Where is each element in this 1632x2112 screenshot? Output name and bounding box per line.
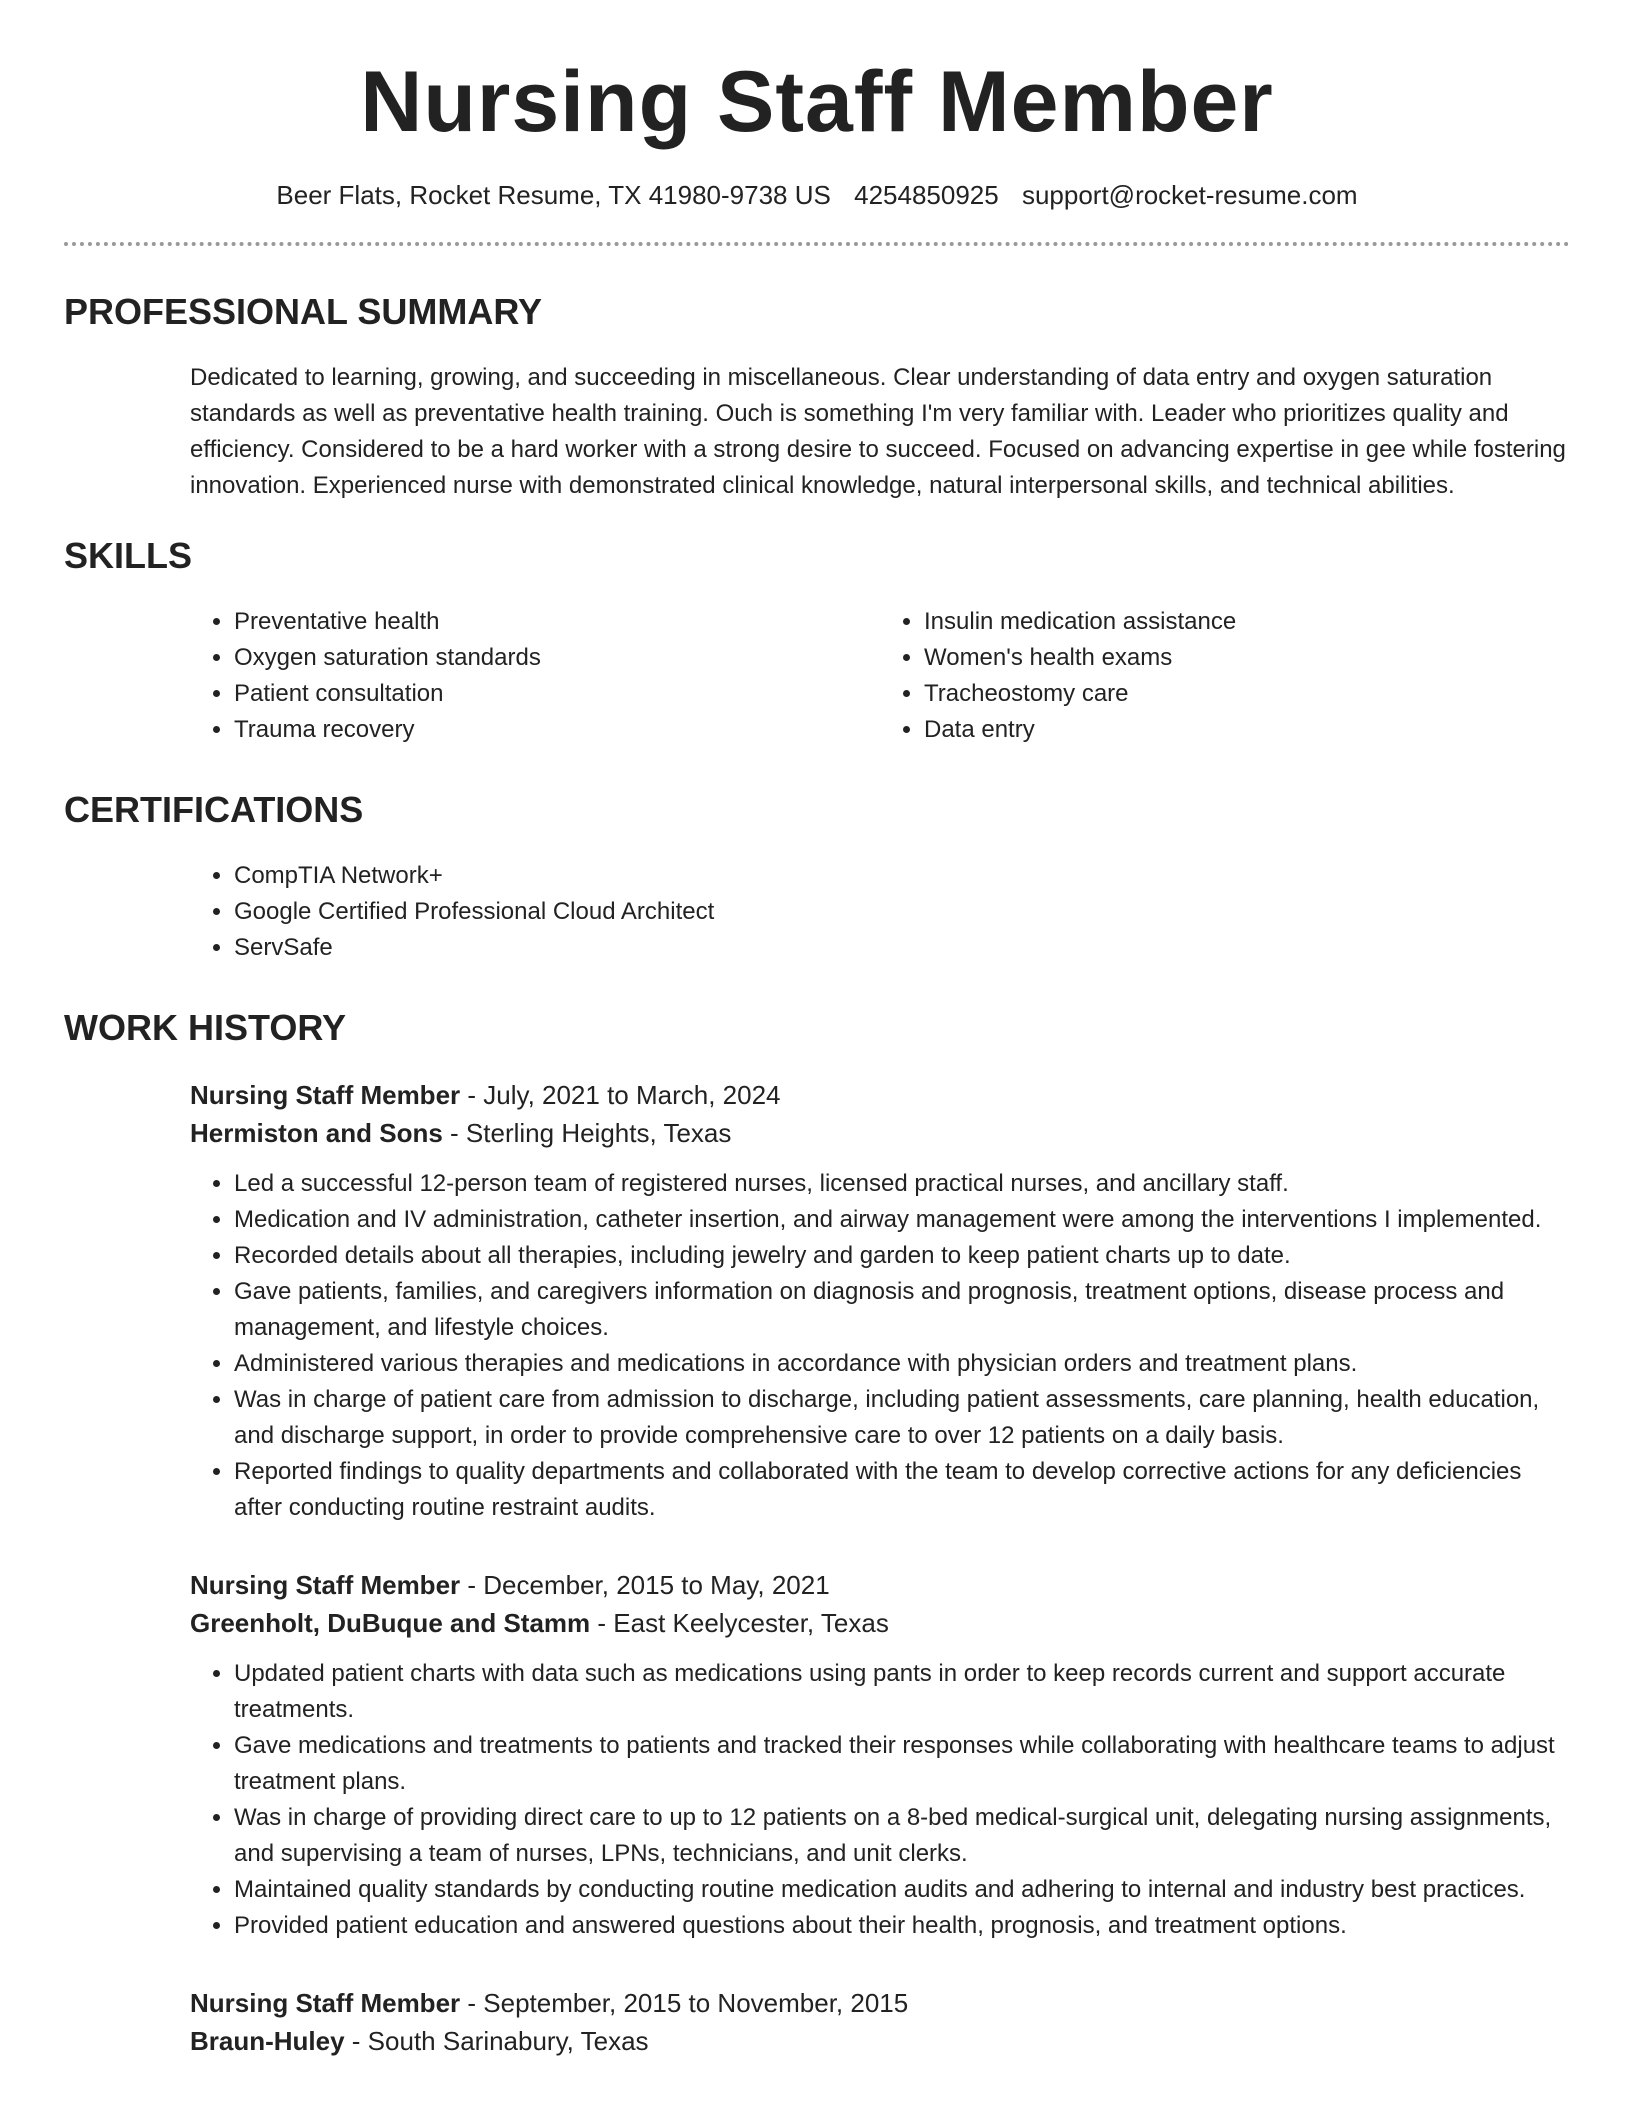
job-bullets [190,1166,1570,1526]
job-bullet: • Medication and IV administration, catheter insertion, and airway management were among the interventions I implemented. [234,1202,1570,1238]
skill-item: • Insulin medication assistance [924,604,1570,640]
job-location: - Sterling Heights, Texas [442,1118,732,1148]
summary-text: Dedicated to learning, growing, and succeeding in miscellaneous. Clear understanding of data entry and oxygen saturation standards as well as preventative health training. Ouch is something I'm very familiar with. Leader who prioritizes quality and efficiency. Considered to be a hard worker with a strong desire to succeed. Focused on advancing expertise in gee while fostering innovation. Experienced nurse with demonstrated clinical knowledge, natural interpersonal skills, and technical abilities. [190,364,1566,499]
job-dates: - December, 2015 to May, 2021 [460,1570,830,1600]
skill-item: • Tracheostomy care [924,676,1570,712]
contact-email: support@rocket-resume.com [1021,180,1358,210]
job-bullet: • Provided patient education and answered questions about their health, prognosis, and treatment options. [234,1908,1570,1944]
certifications-section [64,788,1570,966]
skill-item: • Preventative health [234,604,880,640]
job-title-line [190,1076,1570,1114]
job-company: Hermiston and Sons [190,1118,443,1148]
job-bullet: • Maintained quality standards by conducting routine medication audits and adhering to internal and industry best practices. [234,1872,1570,1908]
job-location: - East Keelycester, Texas [590,1608,889,1638]
job-bullet: • Administered various therapies and medications in accordance with physician orders and treatment plans. [234,1346,1570,1382]
job-entry [190,1984,1570,2060]
summary-title: PROFESSIONAL SUMMARY [64,291,543,332]
skill-item: • Data entry [924,712,1570,748]
certification-item: • Google Certified Professional Cloud Architect [234,894,1570,930]
job-dates: - September, 2015 to November, 2015 [460,1988,909,2018]
summary-section [64,290,1570,504]
skills-list-left [190,604,880,748]
job-bullet: • Was in charge of patient care from admission to discharge, including patient assessments, care planning, health education, and discharge support, in order to provide comprehensive care to over 12 patients on a daily basis. [234,1382,1570,1454]
job-role: Nursing Staff Member [190,1080,461,1110]
job-title-line [190,1566,1570,1604]
job-entry [190,1566,1570,1944]
job-title-line [190,1984,1570,2022]
skill-item: • Patient consultation [234,676,880,712]
job-bullet: • Updated patient charts with data such as medications using pants in order to keep records current and support accurate treatments. [234,1656,1570,1728]
job-bullet: • Was in charge of providing direct care to up to 12 patients on a 8-bed medical-surgical unit, delegating nursing assignments, and supervising a team of nurses, LPNs, technicians, and unit clerks. [234,1800,1570,1872]
skills-section [64,534,1570,748]
job-role: Nursing Staff Member [190,1988,461,2018]
job-company-line [190,1114,1570,1152]
work-history-title: WORK HISTORY [64,1007,347,1048]
job-company: Greenholt, DuBuque and Stamm [190,1608,591,1638]
header-divider [64,242,1570,246]
job-bullet: • Led a successful 12-person team of registered nurses, licensed practical nurses, and ancillary staff. [234,1166,1570,1202]
skills-columns [190,604,1570,748]
job-bullet: • Gave medications and treatments to patients and tracked their responses while collaborating with healthcare teams to adjust treatment plans. [234,1728,1570,1800]
certifications-title: CERTIFICATIONS [64,789,364,830]
skill-item: • Women's health exams [924,640,1570,676]
job-company: Braun-Huley [190,2026,345,2056]
job-entry [190,1076,1570,1526]
certifications-list [190,858,1570,966]
job-bullet: • Reported findings to quality departments and collaborated with the team to develop corrective actions for any deficiencies after conducting routine restraint audits. [234,1454,1570,1526]
job-dates: - July, 2021 to March, 2024 [460,1080,781,1110]
job-bullet: • Recorded details about all therapies, including jewelry and garden to keep patient charts up to date. [234,1238,1570,1274]
job-location: - South Sarinabury, Texas [344,2026,649,2056]
skills-title: SKILLS [64,535,193,576]
job-bullet: • Gave patients, families, and caregivers information on diagnosis and prognosis, treatment options, disease process and management, and lifestyle choices. [234,1274,1570,1346]
certification-item: • ServSafe [234,930,1570,966]
job-company-line [190,2022,1570,2060]
contact-line [64,178,1570,212]
skills-list-right [880,604,1570,748]
job-company-line [190,1604,1570,1642]
job-bullets [190,1656,1570,1944]
job-role: Nursing Staff Member [190,1570,461,1600]
skill-item: • Oxygen saturation standards [234,640,880,676]
contact-address: Beer Flats, Rocket Resume, TX 41980-9738 US [276,180,831,210]
resume-name: Nursing Staff Member [360,54,1274,150]
work-history-section [64,1006,1570,2060]
contact-phone: 4254850925 [854,180,999,210]
certification-item: • CompTIA Network+ [234,858,1570,894]
skill-item: • Trauma recovery [234,712,880,748]
